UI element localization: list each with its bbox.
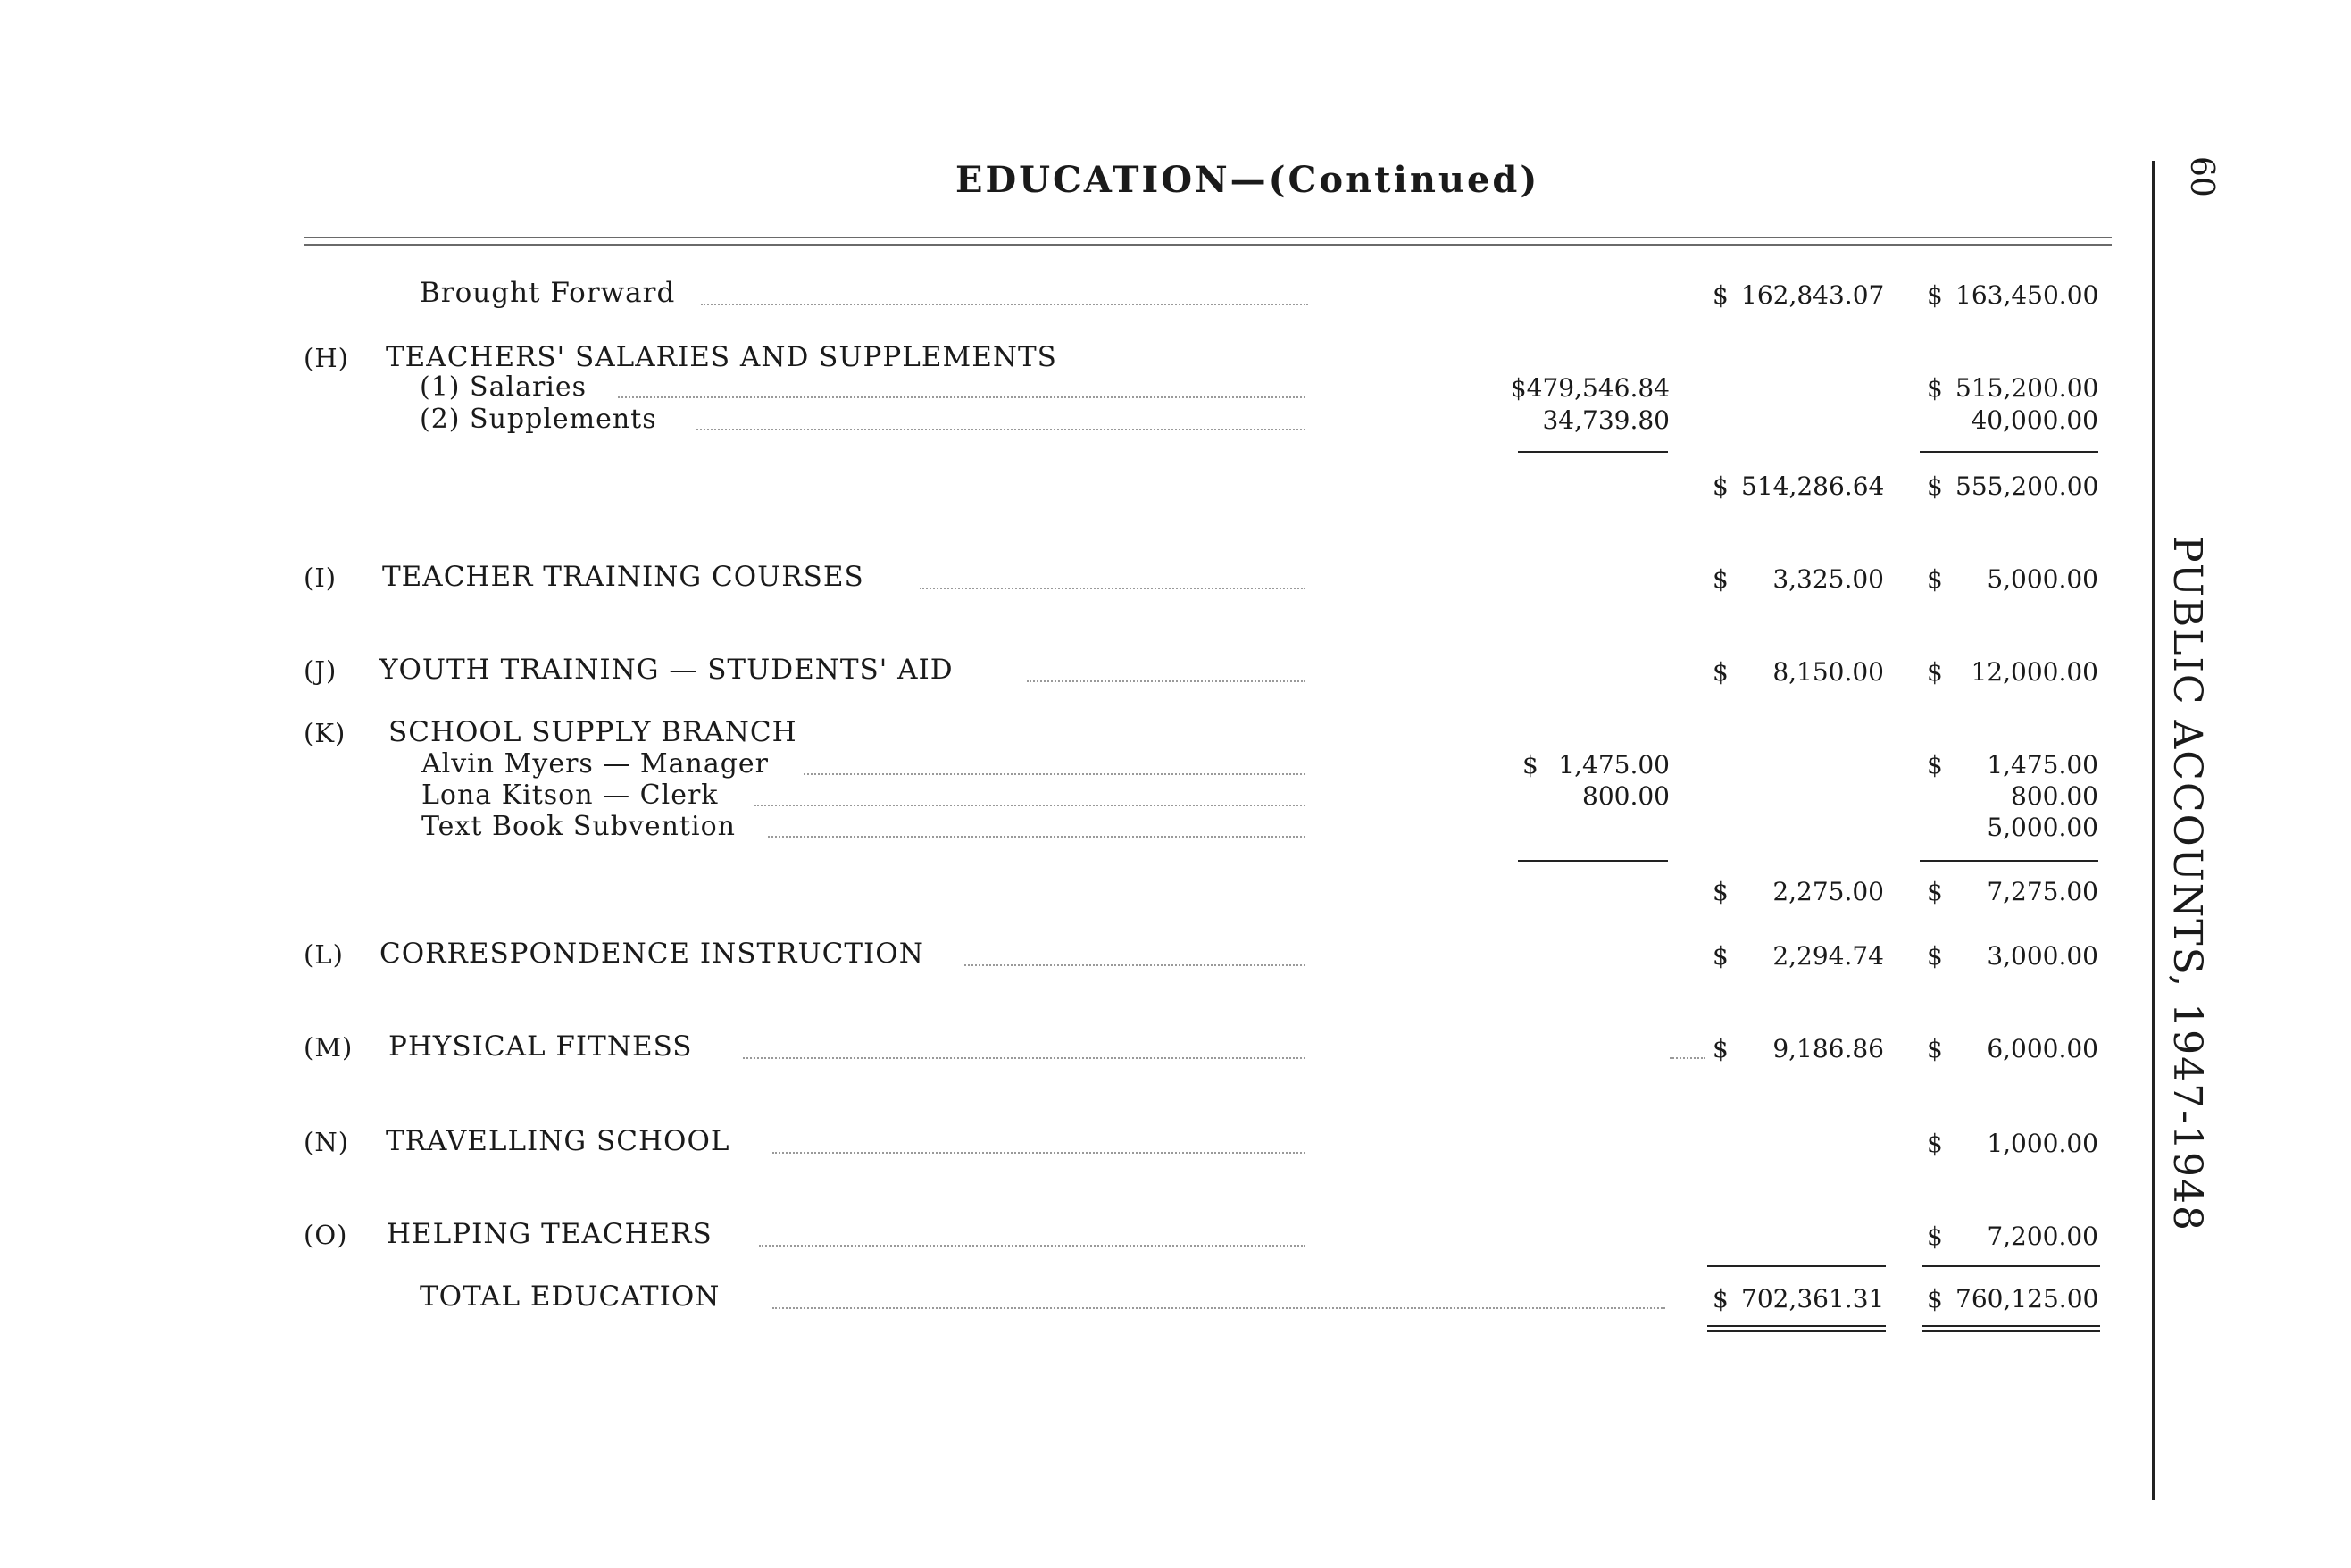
salaries-label: (1) Salaries — [420, 371, 588, 403]
subtotal-underline — [1920, 451, 2098, 453]
total-actual: 702,361.31 — [1741, 1284, 1885, 1314]
currency-symbol: $ — [1927, 471, 1943, 501]
subvention-estimate: 5,000.00 — [1987, 813, 2098, 842]
leader-dots — [759, 1245, 1305, 1247]
subtotal-underline — [1518, 451, 1668, 453]
section-title-m: PHYSICAL FITNESS — [388, 1030, 693, 1063]
leader-dots — [964, 964, 1305, 966]
l-actual: 2,294.74 — [1772, 941, 1884, 971]
brought-forward-estimate: 163,450.00 — [1955, 280, 2099, 310]
leader-dots — [768, 836, 1305, 838]
currency-symbol: $ — [1927, 1034, 1943, 1063]
section-title-j: YOUTH TRAINING — STUDENTS' AID — [379, 654, 954, 686]
leader-dots — [920, 588, 1305, 589]
currency-symbol: $ — [1713, 471, 1729, 501]
leader-dots — [696, 429, 1305, 430]
leader-dots — [754, 805, 1305, 806]
section-title-n: TRAVELLING SCHOOL — [386, 1125, 730, 1157]
section-title-h: TEACHERS' SALARIES AND SUPPLEMENTS — [386, 341, 1057, 373]
section-letter-o: (O) — [304, 1220, 348, 1250]
header-rule-bottom — [304, 244, 2112, 246]
page-title: EDUCATION—(Continued) — [955, 159, 1540, 201]
leader-dots — [1670, 1057, 1705, 1059]
section-letter-l: (L) — [304, 939, 344, 970]
k-total-estimate: 7,275.00 — [1987, 877, 2098, 906]
total-double-underline — [1707, 1330, 1886, 1332]
running-head: PUBLIC ACCOUNTS, 1947-1948 — [2164, 536, 2210, 1232]
leader-dots — [618, 396, 1305, 398]
currency-symbol: $ — [1927, 877, 1943, 906]
total-label: TOTAL EDUCATION — [420, 1280, 721, 1313]
j-actual: 8,150.00 — [1772, 657, 1884, 687]
page-number: 60 — [2183, 156, 2220, 197]
section-letter-j: (J) — [304, 655, 338, 686]
section-letter-m: (M) — [304, 1032, 354, 1063]
section-letter-h: (H) — [304, 343, 349, 373]
section-letter-i: (I) — [304, 563, 338, 593]
h-total-estimate: 555,200.00 — [1955, 471, 2099, 501]
currency-symbol: $ — [1713, 941, 1729, 971]
section-title-l: CORRESPONDENCE INSTRUCTION — [379, 938, 924, 970]
section-letter-n: (N) — [304, 1127, 350, 1157]
total-double-underline — [1922, 1325, 2100, 1327]
j-estimate: 12,000.00 — [1971, 657, 2098, 687]
total-double-underline — [1707, 1325, 1886, 1327]
leader-dots — [772, 1307, 1665, 1309]
subtotal-underline — [1920, 860, 2098, 862]
supplements-estimate: 40,000.00 — [1971, 405, 2098, 435]
currency-symbol: $ — [1713, 564, 1729, 594]
currency-symbol: $ — [1927, 564, 1943, 594]
section-letter-k: (K) — [304, 718, 346, 748]
leader-dots — [772, 1152, 1305, 1154]
manager-detail: 1,475.00 — [1558, 750, 1670, 780]
currency-symbol: $ — [1927, 280, 1943, 310]
currency-symbol: $ — [1713, 1034, 1729, 1063]
subvention-label: Text Book Subvention — [421, 811, 736, 842]
leader-dots — [743, 1057, 1305, 1059]
currency-symbol: $ — [1713, 657, 1729, 687]
h-total-actual: 514,286.64 — [1741, 471, 1885, 501]
i-actual: 3,325.00 — [1772, 564, 1884, 594]
section-title-k: SCHOOL SUPPLY BRANCH — [388, 716, 797, 748]
header-rule-top — [304, 237, 2112, 238]
salaries-estimate: 515,200.00 — [1955, 373, 2099, 403]
currency-symbol: $ — [1522, 750, 1538, 780]
brought-forward-actual: 162,843.07 — [1741, 280, 1885, 310]
currency-symbol: $ — [1713, 877, 1729, 906]
l-estimate: 3,000.00 — [1987, 941, 2098, 971]
currency-symbol: $ — [1927, 1129, 1943, 1158]
salaries-detail: $479,546.84 — [1510, 373, 1670, 403]
clerk-detail: 800.00 — [1582, 781, 1670, 811]
m-estimate: 6,000.00 — [1987, 1034, 2098, 1063]
currency-symbol: $ — [1927, 1222, 1943, 1251]
manager-estimate: 1,475.00 — [1987, 750, 2098, 780]
section-title-o: HELPING TEACHERS — [387, 1218, 713, 1250]
leader-dots — [804, 773, 1305, 775]
supplements-label: (2) Supplements — [420, 404, 657, 435]
clerk-estimate: 800.00 — [2011, 781, 2098, 811]
total-double-underline — [1922, 1330, 2100, 1332]
total-underline — [1707, 1265, 1886, 1267]
o-estimate: 7,200.00 — [1987, 1222, 2098, 1251]
currency-symbol: $ — [1927, 373, 1943, 403]
manager-label: Alvin Myers — Manager — [421, 748, 769, 780]
currency-symbol: $ — [1713, 280, 1729, 310]
n-estimate: 1,000.00 — [1987, 1129, 2098, 1158]
supplements-detail: 34,739.80 — [1542, 405, 1670, 435]
i-estimate: 5,000.00 — [1987, 564, 2098, 594]
subtotal-underline — [1518, 860, 1668, 862]
section-title-i: TEACHER TRAINING COURSES — [382, 561, 864, 593]
total-underline — [1922, 1265, 2100, 1267]
leader-dots — [701, 304, 1308, 305]
clerk-label: Lona Kitson — Clerk — [421, 780, 719, 811]
currency-symbol: $ — [1927, 750, 1943, 780]
currency-symbol: $ — [1713, 1284, 1729, 1314]
currency-symbol: $ — [1927, 941, 1943, 971]
currency-symbol: $ — [1927, 657, 1943, 687]
leader-dots — [1027, 680, 1305, 682]
total-estimate: 760,125.00 — [1955, 1284, 2099, 1314]
m-actual: 9,186.86 — [1772, 1034, 1884, 1063]
k-total-actual: 2,275.00 — [1772, 877, 1884, 906]
brought-forward-label: Brought Forward — [420, 277, 676, 309]
currency-symbol: $ — [1927, 1284, 1943, 1314]
